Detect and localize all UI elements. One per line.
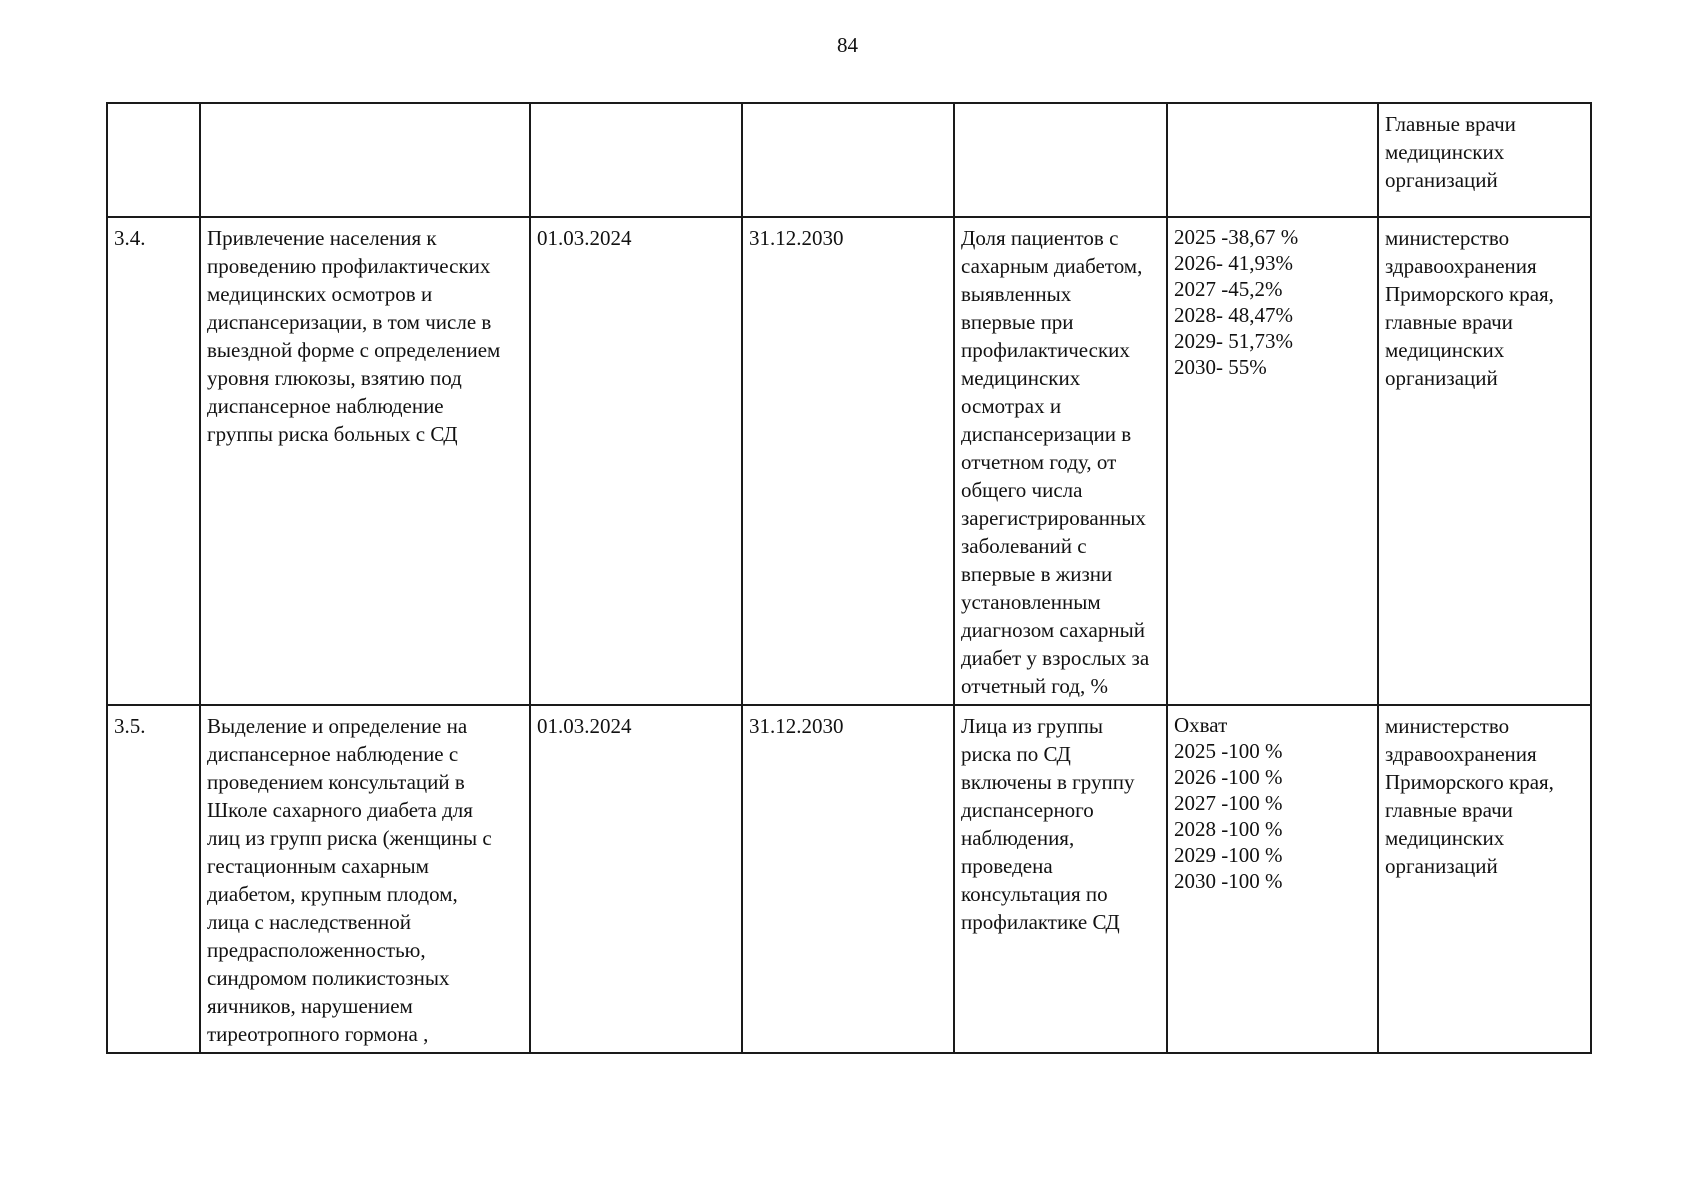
cell-responsible bbox=[1378, 217, 1591, 705]
text-line: впервые в жизни bbox=[961, 562, 1113, 586]
cell-num bbox=[107, 103, 200, 217]
text-line: 2030 -100 % bbox=[1174, 869, 1283, 893]
text-line: Выделение и определение на bbox=[207, 714, 468, 738]
text-line: организаций bbox=[1385, 168, 1498, 192]
text-line: 2026- 41,93% bbox=[1174, 251, 1293, 275]
text-line: диспансеризации в bbox=[961, 422, 1132, 446]
cell-end-date bbox=[742, 103, 954, 217]
text-line: министерство bbox=[1385, 714, 1510, 738]
table-row bbox=[107, 705, 1591, 1053]
text-line: группы риска больных с СД bbox=[207, 422, 458, 446]
measures-table bbox=[106, 102, 1592, 1054]
text-line: профилактике СД bbox=[961, 910, 1120, 934]
text-line: заболеваний с bbox=[961, 534, 1087, 558]
text-line: организаций bbox=[1385, 366, 1498, 390]
text-line: риска по СД bbox=[961, 742, 1071, 766]
text-line: тиреотропного гормона , bbox=[207, 1022, 429, 1046]
text-line: Приморского края, bbox=[1385, 282, 1554, 306]
text-line: 2029- 51,73% bbox=[1174, 329, 1293, 353]
text-line: Приморского края, bbox=[1385, 770, 1554, 794]
cell-responsible bbox=[1378, 103, 1591, 217]
text-line: здравоохранения bbox=[1385, 742, 1537, 766]
end-date: 31.12.2030 bbox=[749, 714, 844, 738]
text-line: Лица из группы bbox=[961, 714, 1103, 738]
cell-event bbox=[200, 103, 530, 217]
text-line: организаций bbox=[1385, 854, 1498, 878]
text-line: проведению профилактических bbox=[207, 254, 491, 278]
text-line: диспансеризации, в том числе в bbox=[207, 310, 492, 334]
text-line: медицинских осмотров и bbox=[207, 282, 433, 306]
end-date: 31.12.2030 bbox=[749, 226, 844, 250]
text-line: общего числа bbox=[961, 478, 1083, 502]
text-line: медицинских bbox=[1385, 826, 1505, 850]
cell-num bbox=[107, 217, 200, 705]
cell-num bbox=[107, 705, 200, 1053]
page-number bbox=[0, 33, 1695, 58]
text-line: лиц из групп риска (женщины с bbox=[207, 826, 492, 850]
row-number: 3.4. bbox=[114, 226, 146, 250]
text-line: Привлечение населения к bbox=[207, 226, 437, 250]
text-line: медицинских bbox=[1385, 140, 1505, 164]
text-line: выявленных bbox=[961, 282, 1072, 306]
text-line: диагнозом сахарный bbox=[961, 618, 1145, 642]
text-line: синдромом поликистозных bbox=[207, 966, 450, 990]
text-line: отчетный год, % bbox=[961, 674, 1108, 698]
text-line: установленным bbox=[961, 590, 1101, 614]
text-line: главные врачи bbox=[1385, 798, 1513, 822]
text-line: 2028 -100 % bbox=[1174, 817, 1283, 841]
row-number: 3.5. bbox=[114, 714, 146, 738]
text-line: диспансерного bbox=[961, 798, 1094, 822]
text-line: 2030- 55% bbox=[1174, 355, 1267, 379]
cell-indicator bbox=[954, 217, 1167, 705]
text-line: наблюдения, bbox=[961, 826, 1075, 850]
text-line: 2025 -38,67 % bbox=[1174, 225, 1299, 249]
text-line: Главные врачи bbox=[1385, 112, 1516, 136]
text-line: консультация по bbox=[961, 882, 1108, 906]
text-line: диспансерное наблюдение bbox=[207, 394, 444, 418]
cell-end-date bbox=[742, 705, 954, 1053]
cell-indicator bbox=[954, 103, 1167, 217]
text-line: диспансерное наблюдение с bbox=[207, 742, 459, 766]
text-line: диабетом, крупным плодом, bbox=[207, 882, 458, 906]
text-line: отчетном году, от bbox=[961, 450, 1117, 474]
text-line: осмотрах и bbox=[961, 394, 1062, 418]
cell-event bbox=[200, 705, 530, 1053]
text-line: 2029 -100 % bbox=[1174, 843, 1283, 867]
text-line: включены в группу bbox=[961, 770, 1135, 794]
cell-end-date bbox=[742, 217, 954, 705]
start-date: 01.03.2024 bbox=[537, 714, 632, 738]
cell-values bbox=[1167, 705, 1378, 1053]
text-line: диабет у взрослых за bbox=[961, 646, 1150, 670]
text-line: предрасположенностью, bbox=[207, 938, 426, 962]
text-line: проведением консультаций в bbox=[207, 770, 465, 794]
table-row bbox=[107, 103, 1591, 217]
text-line: 2025 -100 % bbox=[1174, 739, 1283, 763]
text-line: 2027 -100 % bbox=[1174, 791, 1283, 815]
cell-indicator bbox=[954, 705, 1167, 1053]
text-line: 2028- 48,47% bbox=[1174, 303, 1293, 327]
text-line: 2026 -100 % bbox=[1174, 765, 1283, 789]
text-line: здравоохранения bbox=[1385, 254, 1537, 278]
text-line: сахарным диабетом, bbox=[961, 254, 1143, 278]
text-line: главные врачи bbox=[1385, 310, 1513, 334]
text-line: Доля пациентов с bbox=[961, 226, 1119, 250]
text-line: профилактических bbox=[961, 338, 1130, 362]
cell-start-date bbox=[530, 103, 742, 217]
cell-values bbox=[1167, 217, 1378, 705]
text-line: выездной форме с определением bbox=[207, 338, 501, 362]
page-number-text: 84 bbox=[837, 33, 858, 57]
text-line: уровня глюкозы, взятию под bbox=[207, 366, 462, 390]
text-line: проведена bbox=[961, 854, 1053, 878]
text-line: лица с наследственной bbox=[207, 910, 412, 934]
text-line: медицинских bbox=[961, 366, 1081, 390]
text-line: медицинских bbox=[1385, 338, 1505, 362]
cell-start-date bbox=[530, 217, 742, 705]
text-line: 2027 -45,2% bbox=[1174, 277, 1283, 301]
text-line: яичников, нарушением bbox=[207, 994, 413, 1018]
text-line: Охват bbox=[1174, 713, 1228, 737]
text-line: министерство bbox=[1385, 226, 1510, 250]
start-date: 01.03.2024 bbox=[537, 226, 632, 250]
text-line: впервые при bbox=[961, 310, 1074, 334]
text-line: гестационным сахарным bbox=[207, 854, 429, 878]
cell-event bbox=[200, 217, 530, 705]
text-line: Школе сахарного диабета для bbox=[207, 798, 473, 822]
cell-values bbox=[1167, 103, 1378, 217]
cell-start-date bbox=[530, 705, 742, 1053]
text-line: зарегистрированных bbox=[961, 506, 1146, 530]
cell-responsible bbox=[1378, 705, 1591, 1053]
table-row bbox=[107, 217, 1591, 705]
